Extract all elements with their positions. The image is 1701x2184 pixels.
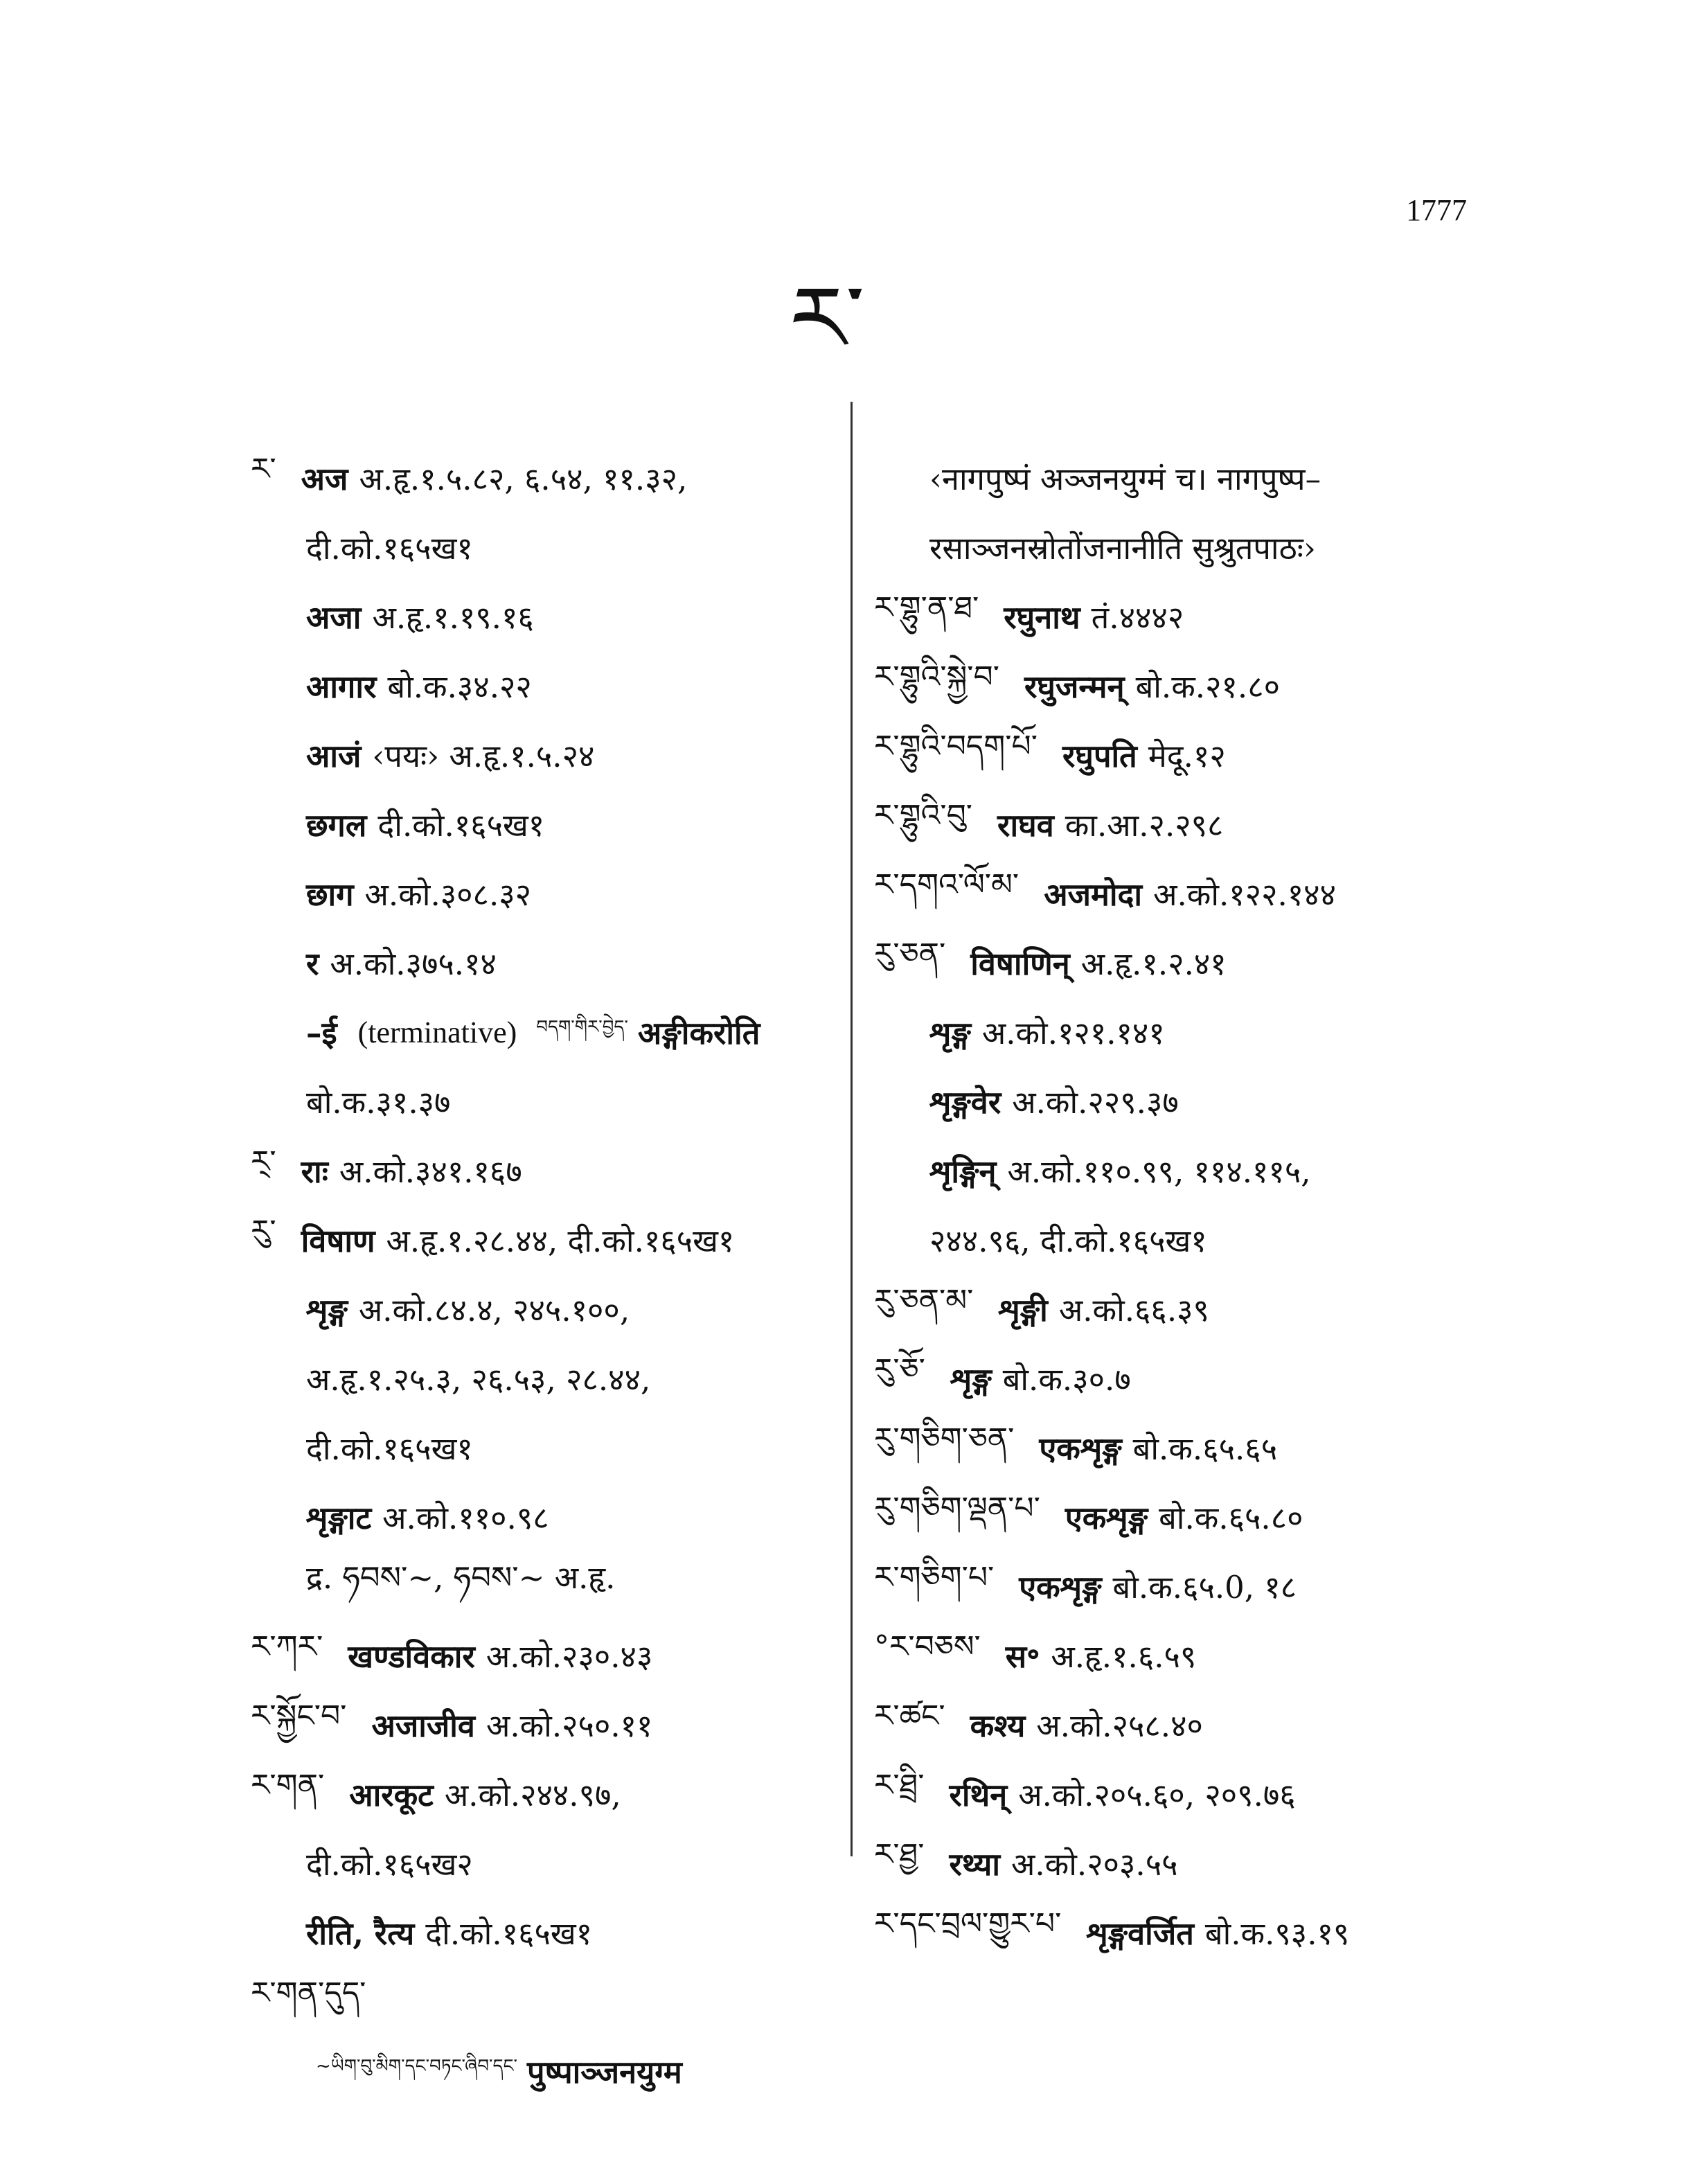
citation: बो.क.६५.0, १८ — [1112, 1568, 1297, 1606]
sanskrit-headword: एकशृङ्ग — [1039, 1430, 1122, 1467]
sanskrit-headword: अजा — [306, 598, 362, 636]
dictionary-line — [874, 1413, 1636, 1482]
citation: अ.को.६६.३९ — [1058, 1291, 1209, 1329]
right-column — [874, 443, 1636, 1967]
sanskrit-headword: राः — [301, 1153, 328, 1190]
dictionary-line — [874, 1621, 1636, 1690]
left-column — [251, 443, 846, 2106]
dictionary-line — [251, 443, 846, 513]
sanskrit-headword: अजमोदा — [1044, 876, 1143, 913]
sanskrit-headword: आगार — [306, 668, 377, 705]
citation: अ.हृ.१.५.८२, ६.५४, ११.३२, — [359, 460, 688, 497]
sanskrit-headword: एकशृङ्ग — [1065, 1499, 1148, 1536]
dictionary-line — [874, 1552, 1636, 1621]
citation: दी.को.१६५ख१ — [306, 529, 473, 567]
citation: अ.को.८४.४, २४५.१००, — [358, 1291, 630, 1329]
column-divider — [850, 402, 853, 1856]
sanskrit-headword: रीति, रैत्य — [306, 1915, 415, 1952]
tibetan-headword: རུ་ཅོ་ — [874, 1352, 925, 1387]
citation: अ.को.२५८.४० — [1036, 1707, 1203, 1744]
citation: बो.क.३१.३७ — [306, 1083, 451, 1121]
tibetan-headword: རུ་གཅིག་ཅན་ — [874, 1421, 1015, 1457]
citation: अ.हृ.१.२८.४४, दी.को.१६५ख१ — [386, 1222, 735, 1259]
sanskrit-headword: रघुपति — [1062, 737, 1137, 774]
dictionary-line — [251, 1967, 846, 2036]
dictionary-line — [874, 1829, 1636, 1898]
sanskrit-headword: र — [306, 945, 319, 982]
citation: अ.को.३०८.३२ — [364, 876, 532, 913]
citation: अ.को.१२२.१४४ — [1153, 876, 1336, 913]
sanskrit-headword: विषाण — [301, 1222, 375, 1259]
dictionary-line — [874, 1205, 1636, 1275]
dictionary-line — [251, 1275, 846, 1344]
citation: अ.हृ.१.२५.३, २६.५३, २८.४४, — [306, 1360, 651, 1398]
dictionary-line — [874, 720, 1636, 790]
dictionary-line — [874, 1344, 1636, 1413]
dictionary-line — [251, 1205, 846, 1275]
sanskrit-headword: शृङ्गवेर — [929, 1083, 1001, 1121]
citation: ‹पयः› अ.हृ.१.५.२४ — [372, 737, 595, 774]
dictionary-line — [874, 1759, 1636, 1829]
citation: अ.को.२५०.११ — [486, 1707, 653, 1744]
tibetan-headword: ར་ཀར་ — [251, 1629, 323, 1664]
citation: तं.४४४२ — [1091, 598, 1184, 636]
tibetan-headword: ར་གྷུའི་བདག་པོ་ — [874, 729, 1037, 764]
dictionary-line — [251, 720, 846, 790]
citation: २४४.९६, दी.को.१६५ख१ — [929, 1222, 1207, 1259]
tibetan-phrase: ~ཡིག་བུ་མིག་དང་བཏང་ཞིབ་དང་ — [316, 2055, 518, 2077]
dictionary-line — [251, 513, 846, 582]
dictionary-line — [874, 1482, 1636, 1552]
tibetan-headword: ར་གྷུའི་བུ་ — [874, 798, 973, 833]
sanskrit-headword: आजं — [306, 737, 362, 774]
dictionary-line — [251, 1552, 846, 1621]
citation: अ.हृ.१.६.५९ — [1051, 1637, 1197, 1675]
citation: बो.क.३४.२२ — [387, 668, 532, 705]
citation: दी.को.१६५ख१ — [425, 1915, 593, 1952]
tibetan-headword: ར་གན་ — [251, 1768, 325, 1803]
sanskrit-headword: शृङ्गी — [998, 1291, 1048, 1329]
tibetan-headword: རུ་ཅན་ — [874, 936, 946, 972]
page-number: 1777 — [1406, 193, 1467, 227]
citation: बो.क.९३.१९ — [1204, 1915, 1350, 1952]
citation: अ.को.२२९.३७ — [1012, 1083, 1179, 1121]
citation: का.आ.२.२९८ — [1065, 806, 1224, 844]
dictionary-line — [874, 859, 1636, 928]
grammar-note: (terminative) — [357, 1015, 517, 1049]
sanskrit-headword: एकशृङ्ग — [1019, 1568, 1102, 1606]
sanskrit-headword: रथ्या — [949, 1845, 1000, 1883]
dictionary-line — [251, 2036, 846, 2106]
sanskrit-headword: शृङ्गिन् — [929, 1153, 997, 1190]
tibetan-headword: ར་སྐྱོང་བ་ — [251, 1698, 347, 1734]
sanskrit-headword: छगल — [306, 806, 367, 844]
sanskrit-headword: स॰ — [1005, 1637, 1040, 1675]
dictionary-line — [874, 928, 1636, 997]
dictionary-line — [251, 1413, 846, 1482]
sanskrit-headword: रघुनाथ — [1004, 598, 1080, 636]
sanskrit-headword: विषाणिन् — [970, 945, 1070, 982]
sanskrit-headword: शृङ्ग — [950, 1360, 992, 1398]
tibetan-headword: རུ་ — [251, 1214, 276, 1249]
citation: अ.को.११०.९९, ११४.११५, — [1007, 1153, 1311, 1190]
dictionary-line — [251, 1482, 846, 1552]
dictionary-line — [251, 1898, 846, 1967]
tibetan-headword: ར་ཚང་ — [874, 1698, 945, 1734]
tibetan-headword: རུ་གཅིག་ལྡན་པ་ — [874, 1491, 1040, 1526]
section-letter: ར་ — [790, 266, 865, 371]
sanskrit-headword: शृङ्ग — [306, 1291, 348, 1329]
citation: अ.को.३७५.१४ — [330, 945, 497, 982]
entry-prefix: –ई — [306, 1014, 337, 1051]
dictionary-line — [874, 443, 1636, 513]
citation: अ.को.२०३.५५ — [1011, 1845, 1178, 1883]
dictionary-line — [251, 790, 846, 859]
dictionary-line — [874, 1690, 1636, 1759]
sanskrit-headword: रथिन् — [949, 1776, 1008, 1813]
tibetan-headword: ར་གྷུའི་སྐྱེ་བ་ — [874, 659, 999, 695]
dictionary-line — [251, 1344, 846, 1413]
dictionary-line — [251, 928, 846, 997]
citation: ‹नागपुष्पं अञ्जनयुग्मं च। नागपुष्प– — [929, 460, 1321, 497]
dictionary-line — [874, 1136, 1636, 1205]
dictionary-line — [874, 651, 1636, 720]
dictionary-line — [874, 790, 1636, 859]
sanskrit-headword: खण्डविकार — [348, 1637, 475, 1675]
citation: अ.को.२०५.६०, २०९.७६ — [1018, 1776, 1296, 1813]
tibetan-phrase: བདག་གིར་བྱེད་ — [536, 1016, 628, 1038]
tibetan-headword: ར་གཅིག་པ་ — [874, 1560, 995, 1595]
citation: दी.को.१६५ख१ — [377, 806, 545, 844]
tibetan-headword: ར་ཐྱ་ — [874, 1837, 925, 1872]
dictionary-line — [874, 513, 1636, 582]
citation: बो.क.३०.७ — [1002, 1360, 1131, 1398]
dictionary-line — [251, 651, 846, 720]
citation: रसाञ्जनस्रोतोंजनानीति सुश्रुतपाठः› — [929, 529, 1316, 567]
sanskrit-headword: अज — [301, 460, 348, 497]
citation: अ.को.११०.९८ — [382, 1499, 549, 1536]
tibetan-headword: ར྄་ — [251, 1144, 276, 1180]
sanskrit-headword: आरकूट — [349, 1776, 434, 1813]
tibetan-headword: ར་གྷུ་ན་ཐ་ — [874, 590, 979, 625]
citation: दी.को.१६५ख१ — [306, 1430, 473, 1467]
dictionary-line — [251, 997, 846, 1067]
sanskrit-headword: रघुजन्मन् — [1024, 668, 1125, 705]
sanskrit-headword: कश्य — [970, 1707, 1026, 1744]
dictionary-line — [251, 1067, 846, 1136]
dictionary-line — [251, 1759, 846, 1829]
sanskrit-headword: अजाजीव — [371, 1707, 475, 1744]
tibetan-headword: རུ་ཅན་མ་ — [874, 1283, 974, 1318]
dictionary-line — [251, 1690, 846, 1759]
citation: द्र. ཧབས་~, ཧབས་~ अ.हृ. — [306, 1559, 616, 1596]
dictionary-line — [874, 997, 1636, 1067]
citation: अ.को.२३०.४३ — [486, 1637, 653, 1675]
tibetan-headword: ར་ཐྲི་ — [874, 1768, 925, 1803]
dictionary-line — [251, 1621, 846, 1690]
citation: अ.हृ.१.१९.१६ — [372, 598, 534, 636]
sanskrit-headword: शृङ्गवर्जित — [1086, 1915, 1194, 1952]
dictionary-line — [874, 1067, 1636, 1136]
citation: अ.को.१२१.१४१ — [981, 1014, 1165, 1051]
citation: बो.क.६५.६५ — [1132, 1430, 1278, 1467]
dictionary-line — [251, 582, 846, 651]
dictionary-line — [251, 1829, 846, 1898]
citation: बो.क.६५.८० — [1159, 1499, 1303, 1536]
tibetan-headword: °ར་བཅས་ — [874, 1629, 981, 1664]
citation: बो.क.२१.८० — [1135, 668, 1281, 705]
sanskrit-headword: शृङ्ग — [929, 1014, 971, 1051]
dictionary-line — [251, 859, 846, 928]
dictionary-line — [874, 582, 1636, 651]
tibetan-headword: ར་ — [251, 452, 276, 487]
citation: मेदू.१२ — [1148, 737, 1226, 774]
sanskrit-headword: पुष्पाञ्जनयुग्म — [527, 2053, 682, 2090]
sanskrit-headword: अङ्गीकरोति — [637, 1014, 760, 1051]
citation: अ.को.३४१.१६७ — [339, 1153, 522, 1190]
sanskrit-headword: राघव — [997, 806, 1054, 844]
citation: अ.हृ.१.२.४१ — [1080, 945, 1227, 982]
dictionary-line — [874, 1275, 1636, 1344]
sanskrit-headword: शृङ्गाट — [306, 1499, 372, 1536]
tibetan-headword: ར་དགའ་ལོ་མ་ — [874, 867, 1019, 903]
tibetan-headword: ར་གན་དུད་ — [251, 1976, 366, 2011]
tibetan-headword: ར་དང་བྲལ་གྱུར་པ་ — [874, 1906, 1062, 1942]
dictionary-line — [874, 1898, 1636, 1967]
dictionary-line — [251, 1136, 846, 1205]
citation: अ.को.२४४.९७, — [444, 1776, 621, 1813]
citation: दी.को.१६५ख२ — [306, 1845, 473, 1883]
sanskrit-headword: छाग — [306, 876, 354, 913]
